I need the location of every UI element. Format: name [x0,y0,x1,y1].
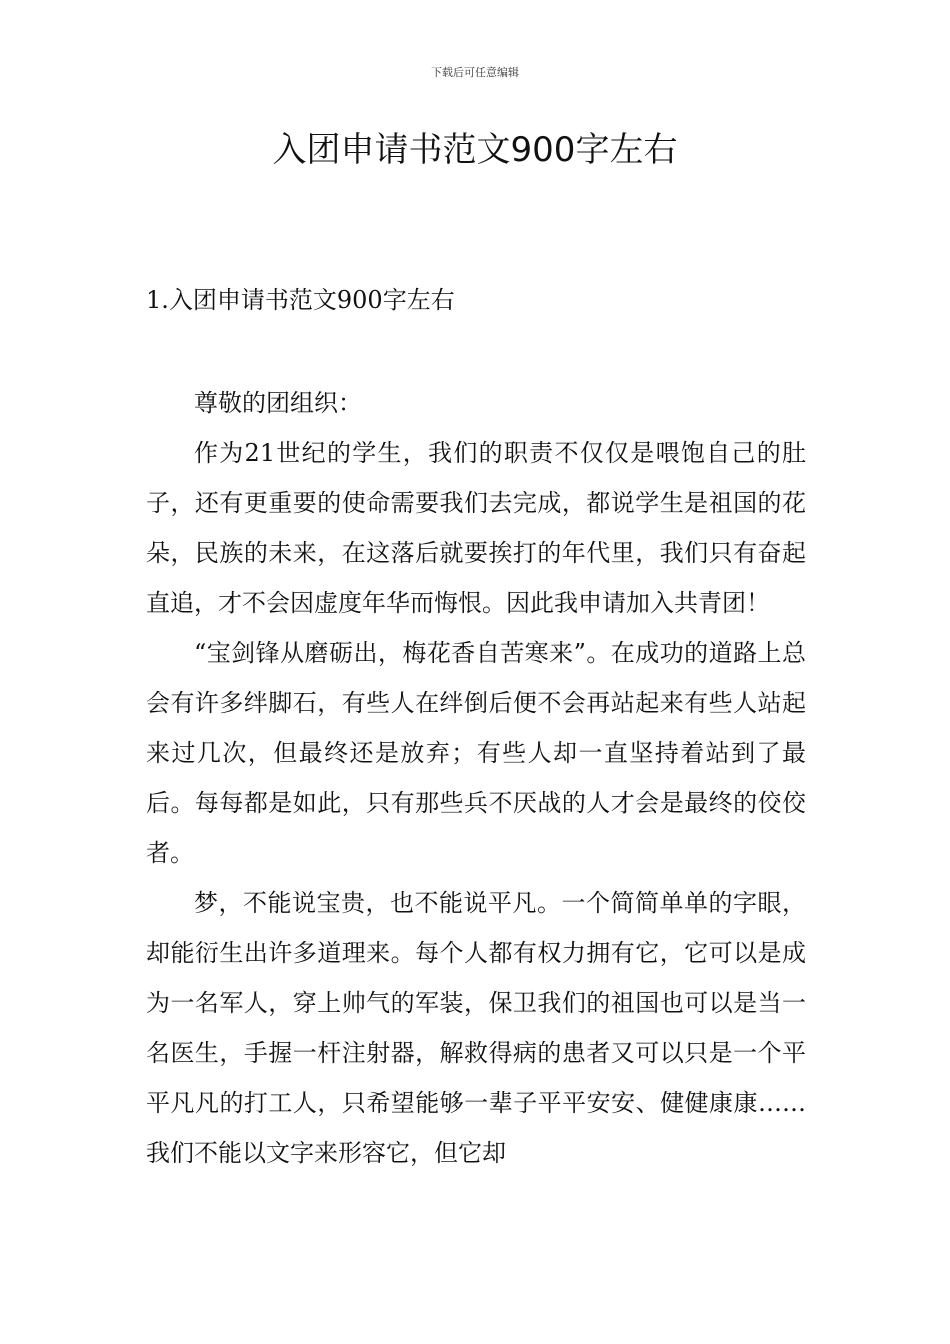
paragraph-dream: 梦，不能说宝贵，也不能说平凡。一个简简单单的字眼，却能衍生出许多道理来。每个人都有权力拥有它，它可以是成为一名军人，穿上帅气的军装，保卫我们的祖国也可以是当一名医生，手握一杆注射器，解救得病的患者又可以只是一个平平凡凡的打工人，只希望能够一辈子平平安安、健健康康……我们不能以文字来形容它，但它却 [146,889,806,1167]
salutation: 尊敬的团组织： [194,389,362,417]
paragraph-duty: 作为21世纪的学生，我们的职责不仅仅是喂饱自己的肚子，还有更重要的使命需要我们去完成，都说学生是祖国的花朵，民族的未来，在这落后就要挨打的年代里，我们只有奋起直追，才不会因虚度年华而悔恨。因此我申请加入共青团！ [146,439,806,617]
section-heading: 1.入团申请书范文900字左右 [146,286,455,314]
document-title: 入团申请书范文900字左右 [272,130,678,170]
paragraph-perseverance: “宝剑锋从磨砺出，梅花香自苦寒来”。在成功的道路上总会有许多绊脚石，有些人在绊倒后便不会再站起来有些人站起来过几次，但最终还是放弃；有些人却一直坚持着站到了最后。每每都是如此，只有那些兵不厌战的人才会是最终的佼佼者。 [146,639,806,867]
letter-body [146,378,806,1178]
header-note: 下载后可任意编辑 [431,66,519,79]
